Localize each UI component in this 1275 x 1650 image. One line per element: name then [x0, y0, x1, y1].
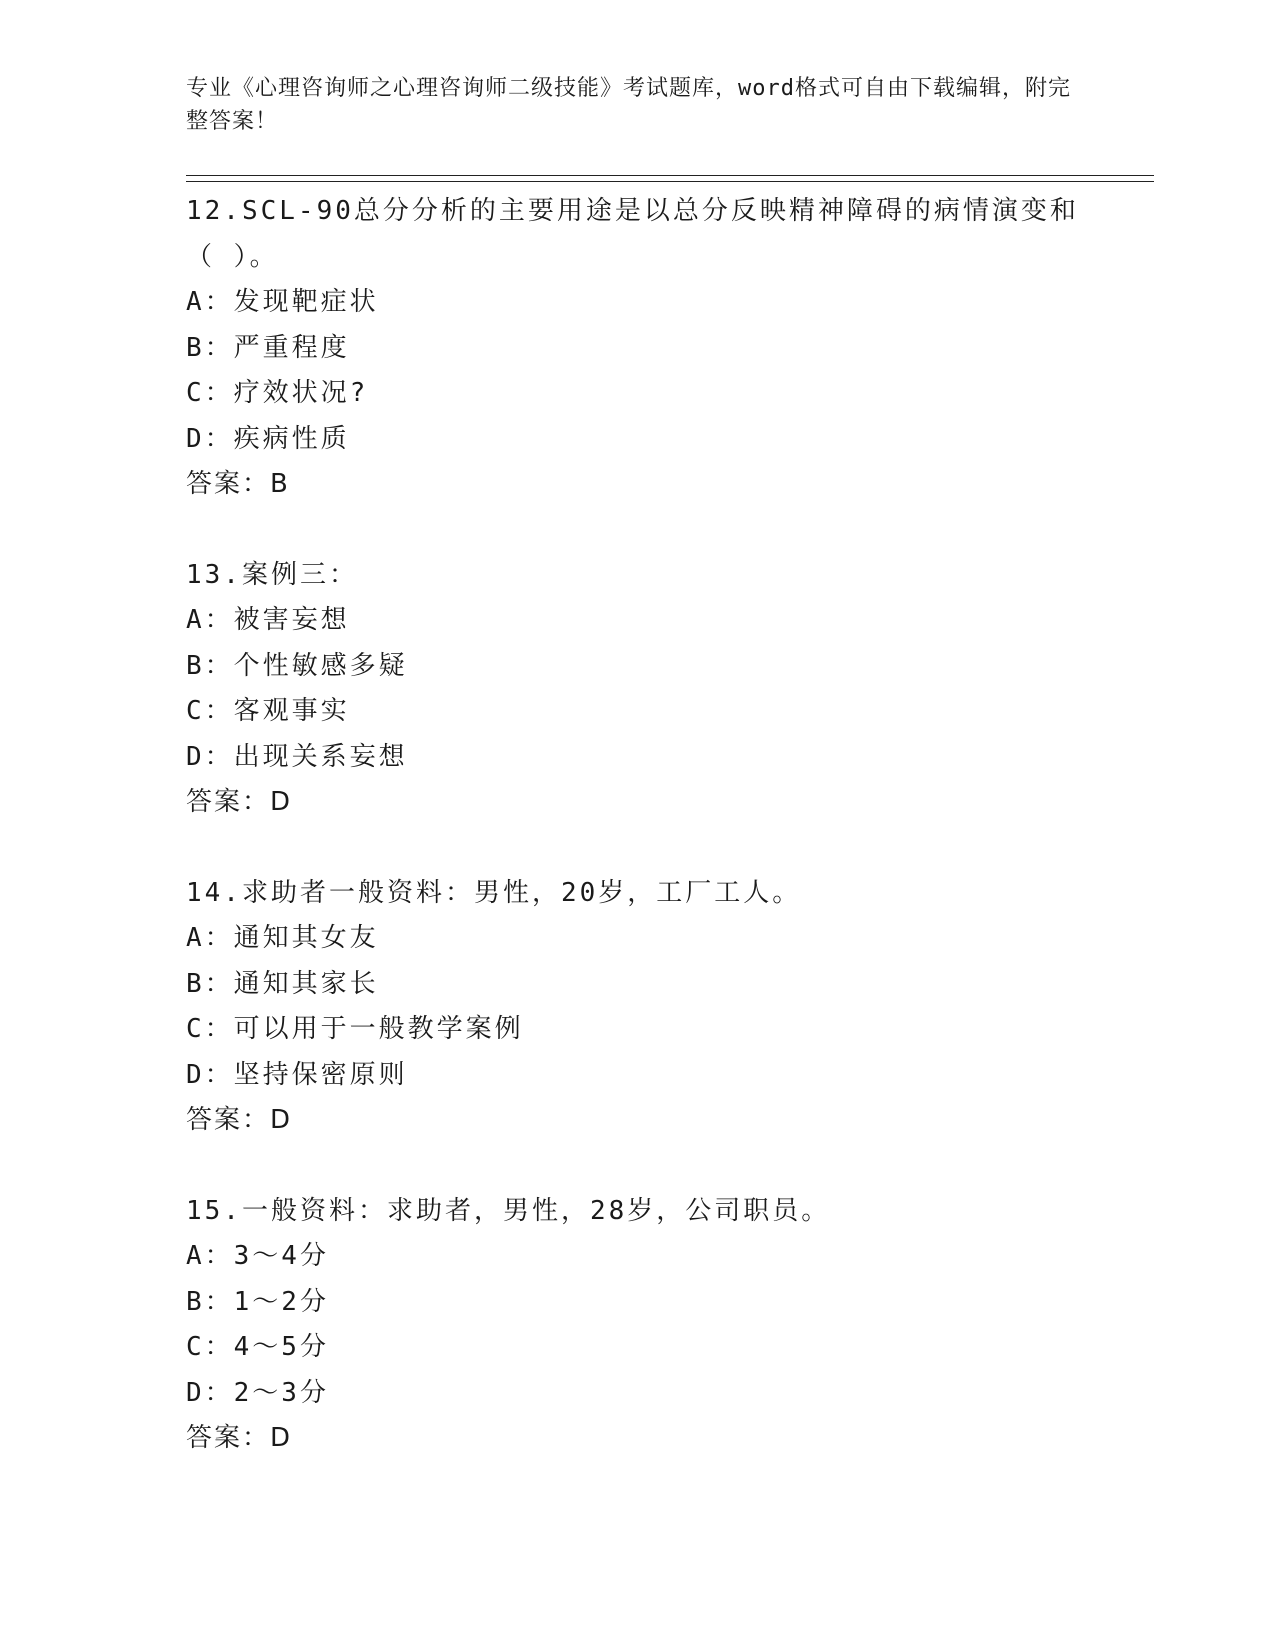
question-stem: 12.SCL-90总分分析的主要用途是以总分反映精神障碍的病情演变和（ ）。: [186, 196, 1079, 272]
question-13: [186, 553, 1086, 826]
question-stem: 15.一般资料：求助者，男性，28岁，公司职员。: [186, 1195, 831, 1226]
question-15: [186, 1189, 1086, 1462]
question-12: [186, 189, 1086, 508]
option-b: B：严重程度: [186, 332, 350, 363]
document-header: [186, 72, 1076, 138]
option-d: D：坚持保密原则: [186, 1059, 408, 1090]
option-a: A：发现靶症状: [186, 287, 379, 317]
option-d: D：2～3分: [186, 1377, 329, 1408]
question-list: [186, 189, 1086, 1462]
header-text: 专业《心理咨询师之心理咨询师二级技能》考试题库，word格式可自由下载编辑，附完整答案！: [186, 76, 1071, 134]
option-c: C：疗效状况?: [186, 378, 369, 408]
answer-line: 答案：D: [186, 1105, 293, 1135]
question-stem: 13.案例三：: [186, 559, 358, 590]
answer-line: 答案：D: [186, 787, 293, 817]
option-b: B：个性敏感多疑: [186, 650, 408, 681]
option-a: A：3～4分: [186, 1241, 329, 1271]
question-14: [186, 871, 1086, 1144]
option-a: A：通知其女友: [186, 923, 379, 953]
answer-line: 答案：D: [186, 1423, 293, 1453]
answer-line: 答案：B: [186, 469, 290, 499]
option-d: D：出现关系妄想: [186, 741, 408, 772]
question-stem: 14.求助者一般资料：男性，20岁，工厂工人。: [186, 877, 802, 908]
header-divider-bottom: [186, 181, 1154, 182]
option-c: C：客观事实: [186, 696, 350, 726]
option-d: D：疾病性质: [186, 423, 350, 454]
option-b: B：1～2分: [186, 1286, 329, 1317]
option-c: C：4～5分: [186, 1332, 329, 1362]
header-divider-top: [186, 175, 1154, 176]
option-c: C：可以用于一般教学案例: [186, 1014, 524, 1044]
option-a: A：被害妄想: [186, 605, 350, 635]
option-b: B：通知其家长: [186, 968, 379, 999]
